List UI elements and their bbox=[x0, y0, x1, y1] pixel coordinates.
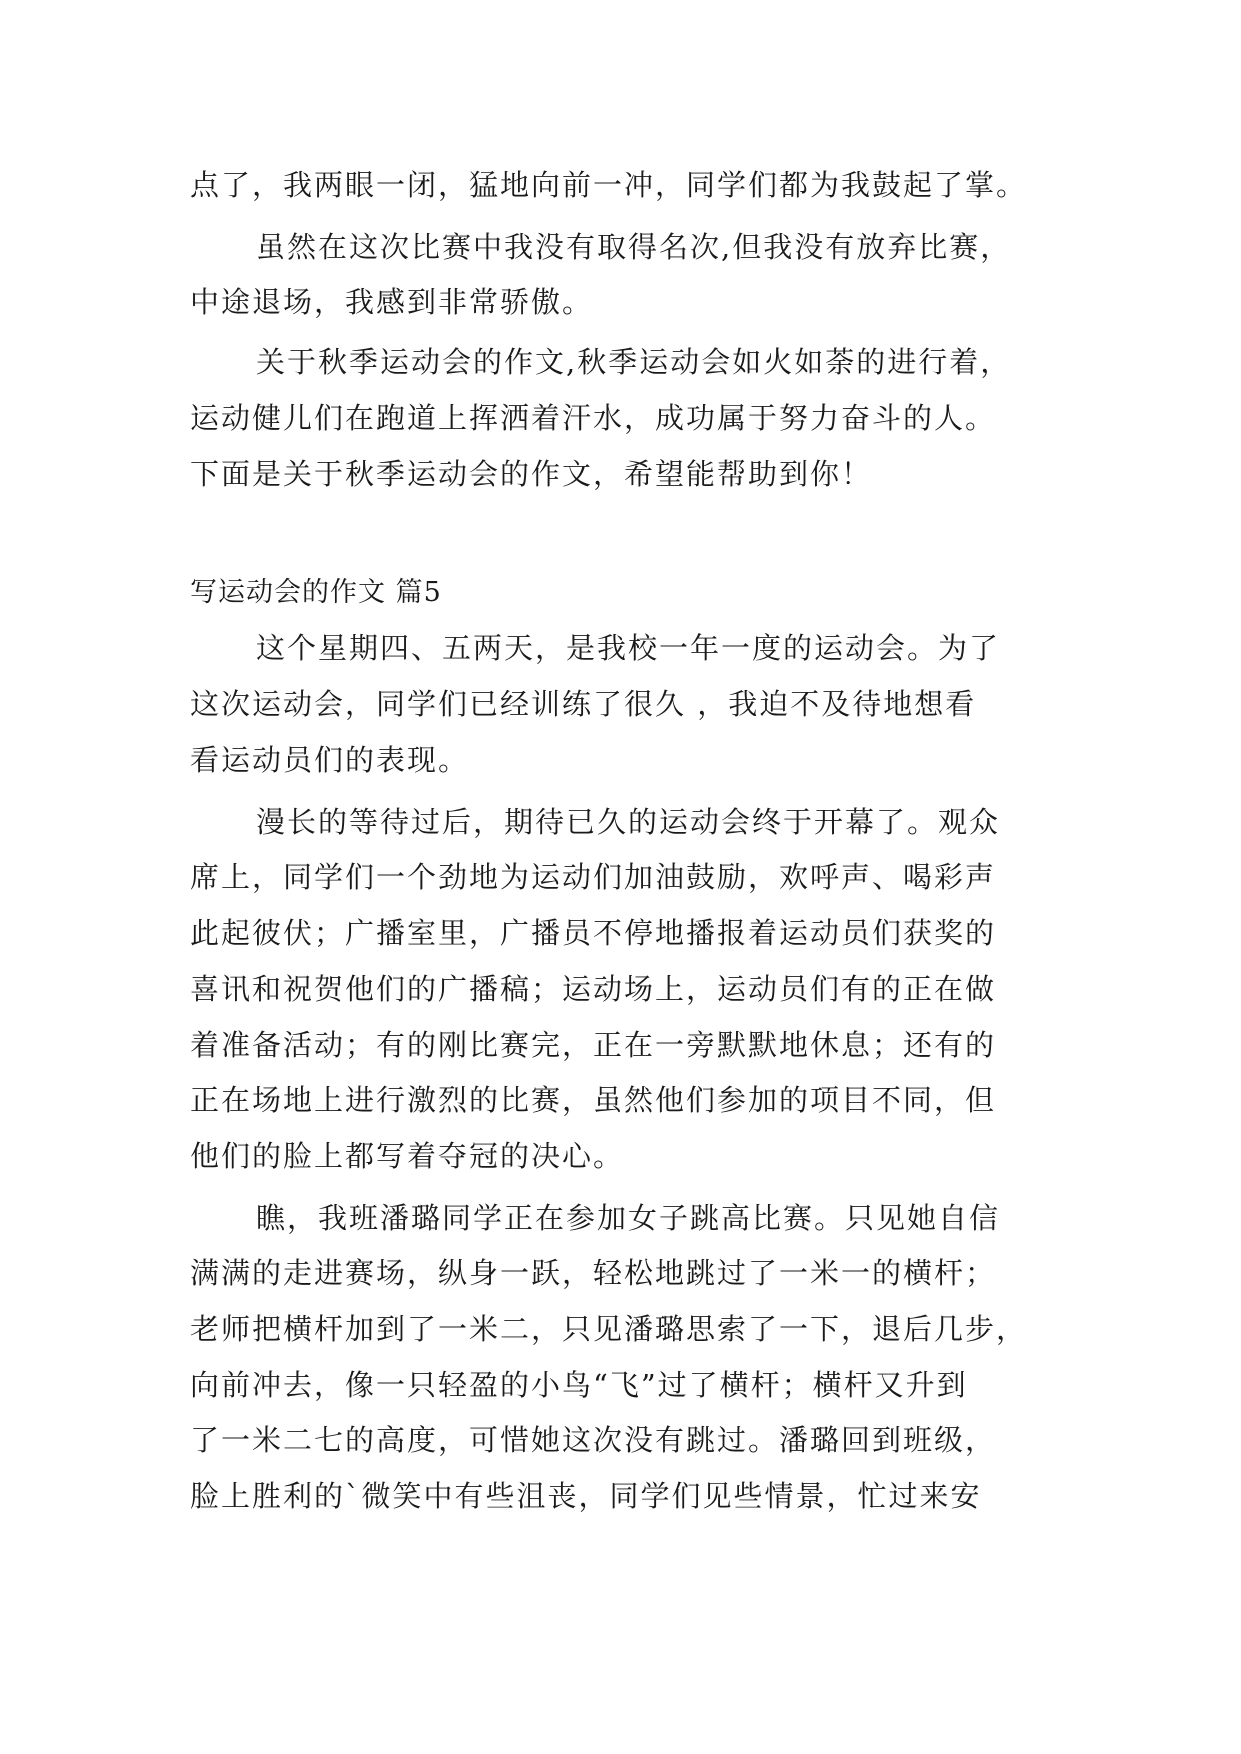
paragraph-line: 正在场地上进行激烈的比赛，虽然他们参加的项目不同，但 bbox=[190, 1083, 997, 1117]
paragraph-line: 关于秋季运动会的作文,秋季运动会如火如荼的进行着， bbox=[256, 345, 1012, 379]
section-heading: 写运动会的作文 篇5 bbox=[190, 577, 442, 608]
paragraph-line: 下面是关于秋季运动会的作文，希望能帮助到你！ bbox=[190, 457, 873, 491]
paragraph-line: 点了，我两眼一闭，猛地向前一冲，同学们都为我鼓起了掌。 bbox=[190, 168, 1028, 202]
paragraph-line: 满满的走进赛场，纵身一跃，轻松地跳过了一米一的横杆； bbox=[190, 1256, 997, 1290]
paragraph-line: 运动健儿们在跑道上挥洒着汗水，成功属于努力奋斗的人。 bbox=[190, 401, 997, 435]
paragraph-line: 这个星期四、五两天，是我校一年一度的运动会。为了 bbox=[256, 631, 1001, 665]
paragraph-line: 脸上胜利的`微笑中有些沮丧，同学们见些情景，忙过来安 bbox=[190, 1479, 982, 1513]
paragraph-line: 这次运动会，同学们已经训练了很久 ，我迫不及待地想看 bbox=[190, 687, 977, 721]
paragraph-line: 着准备活动；有的刚比赛完，正在一旁默默地休息；还有的 bbox=[190, 1028, 997, 1062]
paragraph-line: 虽然在这次比赛中我没有取得名次,但我没有放弃比赛， bbox=[256, 230, 1012, 264]
paragraph-line: 向前冲去，像一只轻盈的小鸟“飞”过了横杆；横杆又升到 bbox=[190, 1368, 968, 1402]
paragraph-line: 了一米二七的高度，可惜她这次没有跳过。潘璐回到班级， bbox=[190, 1423, 997, 1457]
paragraph-line: 他们的脸上都写着夺冠的决心。 bbox=[190, 1139, 625, 1173]
paragraph-line: 席上，同学们一个劲地为运动们加油鼓励，欢呼声、喝彩声 bbox=[190, 860, 997, 894]
paragraph-line: 喜讯和祝贺他们的广播稿；运动场上，运动员们有的正在做 bbox=[190, 972, 997, 1006]
paragraph-line: 此起彼伏；广播室里，广播员不停地播报着运动员们获奖的 bbox=[190, 916, 997, 950]
paragraph-line: 中途退场，我感到非常骄傲。 bbox=[190, 285, 594, 319]
paragraph-line: 漫长的等待过后，期待已久的运动会终于开幕了。观众 bbox=[256, 805, 1001, 839]
paragraph-line: 瞧，我班潘璐同学正在参加女子跳高比赛。只见她自信 bbox=[256, 1201, 1001, 1235]
paragraph-line: 老师把横杆加到了一米二，只见潘璐思索了一下，退后几步， bbox=[190, 1312, 1028, 1346]
paragraph-line: 看运动员们的表现。 bbox=[190, 743, 470, 777]
